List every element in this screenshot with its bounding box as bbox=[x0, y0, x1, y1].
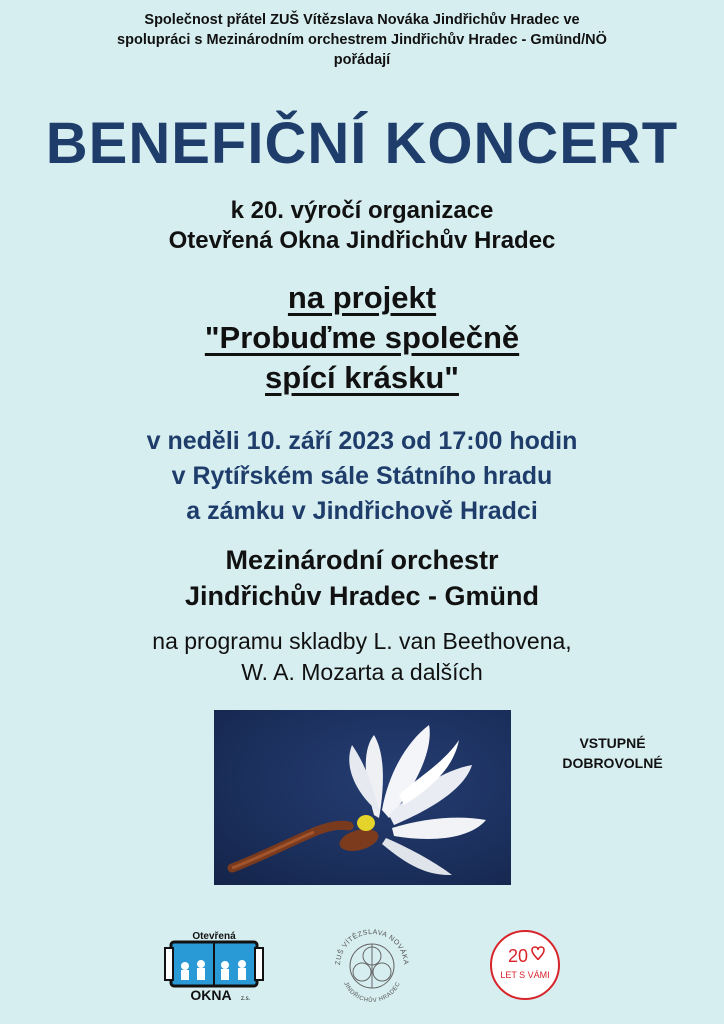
project-name bbox=[0, 278, 724, 398]
occasion-line-2: Otevřená Okna Jindřichův Hradec bbox=[168, 227, 556, 254]
zus-arc-bottom-text: JINDŘICHŮV HRADEC bbox=[342, 981, 402, 1005]
okna-bottom-label: OKNA bbox=[190, 987, 232, 1003]
program-text bbox=[0, 626, 724, 688]
program-line-2: W. A. Mozarta a dalších bbox=[241, 659, 483, 685]
zus-emblem-icon bbox=[326, 920, 418, 1012]
zus-novaka-logo bbox=[326, 920, 418, 1012]
okna-top-label: Otevřená bbox=[192, 931, 236, 942]
occasion-line-1: k 20. výročí organizace bbox=[230, 197, 494, 224]
project-line-3: spící krásku" bbox=[265, 360, 459, 395]
event-line-2: v Rytířském sále Státního hradu bbox=[171, 462, 553, 490]
anniversary-text: LET S VÁMI bbox=[500, 970, 550, 980]
window-icon bbox=[163, 928, 265, 1003]
zus-arc-top-text: ZUŠ VÍTĚZSLAVA NOVÁKA bbox=[334, 928, 410, 966]
magnolia-painting bbox=[214, 710, 511, 885]
occasion-text bbox=[0, 196, 724, 256]
project-line-1: na projekt bbox=[287, 280, 437, 315]
anniversary-emblem-icon bbox=[488, 928, 562, 1002]
admission-line-2: DOBROVOLNÉ bbox=[562, 755, 663, 771]
organizers-line-3: pořádají bbox=[333, 52, 391, 68]
event-date-venue bbox=[0, 424, 724, 529]
organizers-text bbox=[0, 10, 724, 70]
event-line-1: v neděli 10. září 2023 od 17:00 hodin bbox=[146, 427, 578, 455]
admission-line-1: VSTUPNÉ bbox=[579, 735, 646, 751]
anniversary-number: 20 bbox=[507, 946, 529, 966]
program-line-1: na programu skladby L. van Beethovena, bbox=[152, 628, 572, 654]
project-line-2: "Probuďme společně bbox=[204, 320, 520, 355]
orchestra-line-2: Jindřichův Hradec - Gmünd bbox=[184, 581, 540, 611]
organizers-line-2: spolupráci s Mezinárodním orchestrem Jindřichův Hradec - Gmünd/NÖ bbox=[117, 32, 607, 48]
otevrena-okna-logo bbox=[163, 928, 265, 1003]
orchestra-name bbox=[0, 542, 724, 614]
magnolia-flower-illustration bbox=[214, 710, 511, 885]
organizers-line-1: Společnost přátel ZUŠ Vítězslava Nováka Jindřichův Hradec ve bbox=[144, 12, 580, 28]
okna-suffix-label: z.s. bbox=[241, 996, 251, 1002]
admission-note bbox=[540, 733, 685, 773]
anniversary-logo bbox=[488, 928, 562, 1002]
concert-title: BENEFIČNÍ KONCERT bbox=[45, 111, 679, 176]
event-line-3: a zámku v Jindřichově Hradci bbox=[186, 497, 538, 525]
orchestra-line-1: Mezinárodní orchestr bbox=[225, 545, 499, 575]
